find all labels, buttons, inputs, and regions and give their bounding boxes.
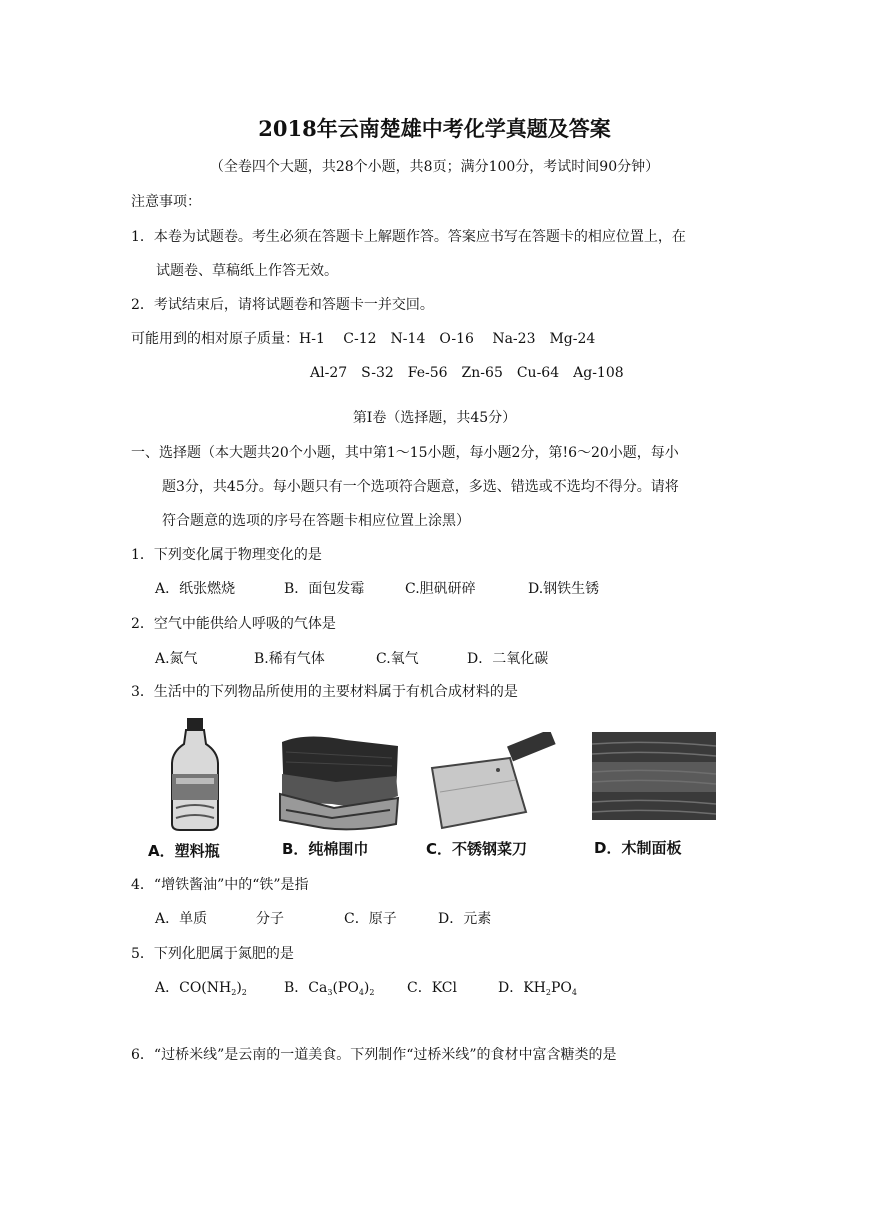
question-1-option-a: A．纸张燃烧: [155, 581, 236, 597]
question-2-option-d: D．二氧化碳: [467, 651, 549, 667]
plastic-bottle-image: [160, 716, 230, 832]
section-heading: 第Ⅰ卷（选择题，共45分）: [352, 410, 517, 426]
question-5-option-d: D．$KH_2PO_4$: [498, 980, 577, 997]
cotton-scarf-image: [276, 732, 404, 832]
question-4-option-a: A．单质: [155, 911, 208, 927]
question-3-option-a: A．塑料瓶: [148, 842, 220, 860]
question-1-stem: 1．下列变化属于物理变化的是: [131, 547, 322, 563]
wooden-board-image: [592, 732, 716, 820]
question-2-stem: 2．空气中能供给人呼吸的气体是: [131, 616, 336, 632]
question-3-option-d: D．木制面板: [594, 839, 682, 857]
question-5-option-c: C．KCl: [407, 980, 457, 996]
question-3-option-b: B．纯棉围巾: [282, 840, 369, 858]
question-5-option-a: A．$CO(NH_2)_2$: [155, 980, 247, 997]
question-1-option-d: D.钢铁生锈: [528, 581, 600, 597]
part1-instructions: 一、选择题（本大题共20个小题，其中第1～15小题，每小题2分，第!6～20小题，每小: [131, 445, 679, 461]
notice-item-1-cont: 试题卷、草稿纸上作答无效。: [156, 263, 338, 279]
question-2-option-a: A.氮气: [155, 651, 198, 667]
question-3-stem: 3．生活中的下列物品所使用的主要材料属于有机合成材料的是: [131, 684, 518, 700]
question-1-option-b: B．面包发霉: [284, 581, 365, 597]
question-1-option-c: C.胆矾研碎: [405, 581, 476, 597]
question-5-option-b: B．$Ca_3(PO_4)_2$: [284, 980, 375, 997]
question-4-stem: 4．“增铁酱油”中的“铁”是指: [131, 877, 309, 893]
notice-item-1: 1．本卷为试题卷。考生必须在答题卡上解题作答。答案应书写在答题卡的相应位置上，在: [131, 229, 686, 245]
part1-instructions-cont2: 符合题意的选项的序号在答题卡相应位置上涂黑）: [162, 513, 470, 529]
kitchen-knife-image: [428, 732, 560, 832]
question-4-option-d: D．元素: [438, 911, 492, 927]
question-4-option-b: 分子: [256, 911, 284, 927]
atomic-mass-line-1: 可能用到的相对原子质量：H-1 C-12 N-14 O-16 Na-23 Mg-24: [131, 331, 596, 347]
subtitle: （全卷四个大题，共28个小题，共8页；满分100分，考试时间90分钟）: [209, 159, 660, 175]
question-3-option-c: C．不锈钢菜刀: [426, 840, 528, 858]
question-2-option-b: B.稀有气体: [254, 651, 325, 667]
page-title: 2018年云南楚雄中考化学真题及答案: [258, 116, 611, 141]
part1-instructions-cont1: 题3分，共45分。每小题只有一个选项符合题意，多选、错选或不选均不得分。请将: [162, 479, 679, 495]
question-4-option-c: C．原子: [344, 911, 397, 927]
question-6-stem: 6．“过桥米线”是云南的一道美食。下列制作“过桥米线”的食材中富含糖类的是: [131, 1047, 617, 1063]
atomic-mass-line-2: Al-27 S-32 Fe-56 Zn-65 Cu-64 Ag-108: [310, 365, 624, 381]
question-2-option-c: C.氧气: [376, 651, 419, 667]
notice-heading: 注意事项：: [131, 194, 201, 210]
question-5-stem: 5．下列化肥属于氮肥的是: [131, 946, 294, 962]
notice-item-2: 2．考试结束后，请将试题卷和答题卡一并交回。: [131, 297, 434, 313]
